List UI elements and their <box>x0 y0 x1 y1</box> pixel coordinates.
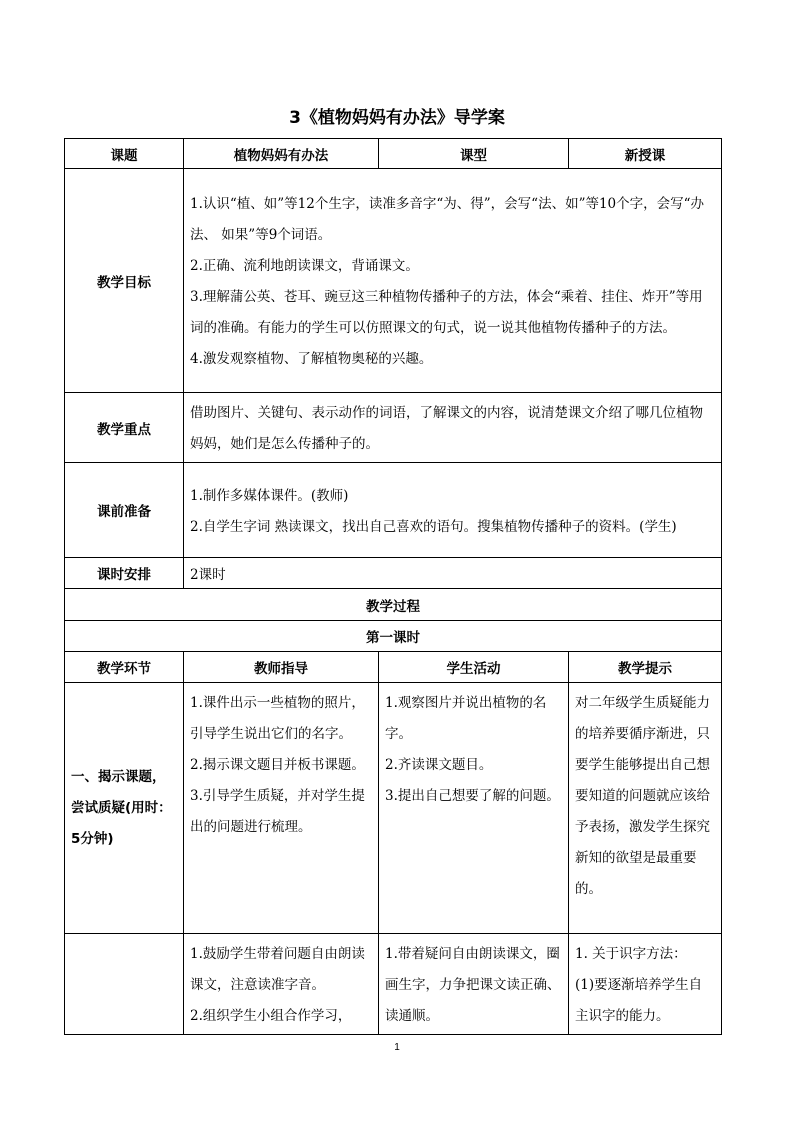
lesson-heading: 第一课时 <box>65 621 722 652</box>
focus-label: 教学重点 <box>65 393 184 463</box>
schedule-label: 课时安排 <box>65 558 184 589</box>
prep-row <box>65 463 722 558</box>
process-heading: 教学过程 <box>65 589 722 621</box>
student-step: 3.提出自己想要了解的问题。 <box>385 788 560 804</box>
topic-row <box>65 139 722 169</box>
page-number: 1 <box>394 1042 400 1053</box>
prep-label: 课前准备 <box>65 463 184 558</box>
goal-item: 4.激发观察植物、了解植物奥秘的兴趣。 <box>190 351 433 367</box>
prep-item: 1.制作多媒体课件。(教师) <box>190 487 349 504</box>
goal-item: 3.理解蒲公英、苍耳、豌豆这三种植物传播种子的方法，体会“乘着、挂住、炸开”等用词的准确。有能力的学生可以仿照课文的句式，说一说其他植物传播种子的方法。 <box>190 289 703 336</box>
tips-cell <box>569 683 722 934</box>
column-header: 教学提示 <box>569 652 722 683</box>
schedule-row <box>65 558 722 589</box>
type-label: 课型 <box>379 139 569 169</box>
lesson-plan-table <box>64 138 722 1035</box>
column-header-row <box>65 652 722 683</box>
lesson-heading-row <box>65 621 722 652</box>
student-step: 2.齐读课文题目。 <box>385 757 493 773</box>
focus-row <box>65 393 722 463</box>
tip-text: 对二年级学生质疑能力的培养要循序渐进，只要学生能够提出自己想要知道的问题就应该给予表扬，激发学生探究新知的欲望是最重要的。 <box>575 695 710 897</box>
stage-cell: 一、揭示课题，尝试质疑(用时：5分钟) <box>65 683 184 934</box>
column-header: 教学环节 <box>65 652 184 683</box>
goal-item: 2.正确、流利地朗读课文，背诵课文。 <box>190 258 419 274</box>
table-row <box>65 934 722 1035</box>
focus-content: 借助图片、关键句、表示动作的词语，了解课文的内容，说清楚课文介绍了哪几位植物妈妈，她们是怎么传播种子的。 <box>184 393 722 463</box>
process-heading-row <box>65 589 722 621</box>
teacher-cell <box>184 934 379 1035</box>
student-step: 1.观察图片并说出植物的名字。 <box>385 695 547 742</box>
schedule-value: 2课时 <box>184 558 722 589</box>
tips-cell <box>569 934 722 1035</box>
teacher-step: 1.课件出示一些植物的照片，引导学生说出它们的名字。 <box>190 695 365 742</box>
stage-cell <box>65 934 184 1035</box>
tip-text: (1)要逐渐培养学生自主识字的能力。 <box>575 977 703 1024</box>
topic-value: 植物妈妈有办法 <box>184 139 379 169</box>
student-cell <box>379 683 569 934</box>
teacher-step: 1.鼓励学生带着问题自由朗读课文，注意读准字音。 <box>190 946 365 993</box>
teacher-cell <box>184 683 379 934</box>
student-cell <box>379 934 569 1035</box>
goals-content <box>184 169 722 393</box>
column-header: 学生活动 <box>379 652 569 683</box>
teacher-step: 2.揭示课文题目并板书课题。 <box>190 757 365 773</box>
goals-label: 教学目标 <box>65 169 184 393</box>
student-step: 1.带着疑问自由朗读课文，圈画生字，力争把课文读正确、读通顺。 <box>385 946 561 1024</box>
prep-content <box>184 463 722 558</box>
tip-text: 1. 关于识字方法： <box>575 946 687 962</box>
teacher-step: 2.组织学生小组合作学习， <box>190 1008 352 1024</box>
column-header: 教师指导 <box>184 652 379 683</box>
goal-item: 1.认识“植、如”等12个生字，读准多音字“为、得”，会写“法、如”等10个字，会写“办法、 如果”等9个词语。 <box>190 196 705 243</box>
table-row <box>65 683 722 934</box>
teacher-step: 3.引导学生质疑，并对学生提出的问题进行梳理。 <box>190 788 365 835</box>
document-title: 3《植物妈妈有办法》导学案 <box>289 108 505 128</box>
type-value: 新授课 <box>569 139 722 169</box>
topic-label: 课题 <box>65 139 184 169</box>
goals-row <box>65 169 722 393</box>
prep-item: 2.自学生字词 熟读课文，找出自己喜欢的语句。搜集植物传播种子的资料。(学生) <box>190 518 677 535</box>
